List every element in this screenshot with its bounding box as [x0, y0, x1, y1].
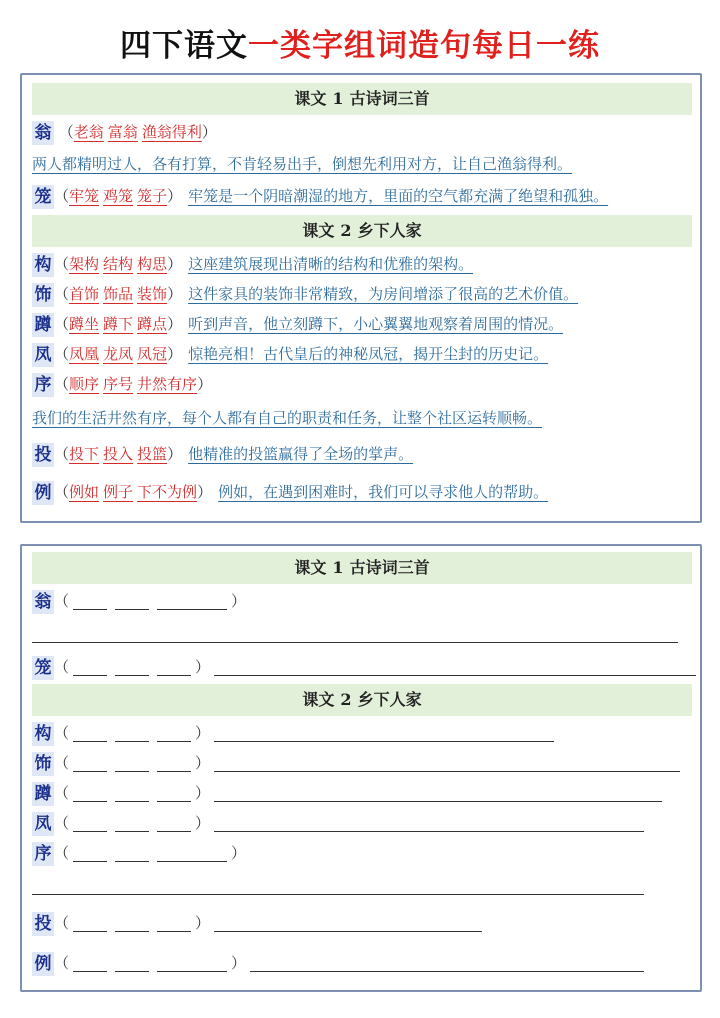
paren: ） — [167, 445, 183, 463]
lesson-header — [32, 215, 692, 247]
paren: ） — [167, 255, 183, 273]
entry-row — [32, 479, 696, 505]
word: 凤冠 — [137, 345, 168, 363]
paren: （ — [54, 658, 70, 676]
title-prefix: 四下语文 — [120, 28, 248, 64]
paren: ） — [201, 123, 217, 141]
paren: ） — [195, 754, 211, 772]
lesson-number: 1 — [332, 89, 344, 108]
paren: （ — [54, 914, 70, 932]
paren: ） — [231, 954, 247, 972]
entry-row — [32, 371, 696, 397]
char-box: 笼 — [32, 185, 54, 209]
word-blank[interactable] — [157, 957, 227, 972]
sentence-blank[interactable] — [32, 642, 678, 643]
char-box: 翁 — [32, 590, 54, 614]
paren: ） — [195, 784, 211, 802]
word: 蹲坐 — [69, 315, 100, 333]
paren: （ — [54, 187, 70, 205]
paren: （ — [54, 315, 70, 333]
paren: ） — [167, 285, 183, 303]
lesson-label: 课文 — [302, 221, 335, 240]
paren: （ — [54, 592, 70, 610]
word-blank[interactable] — [115, 661, 149, 676]
paren: （ — [54, 483, 70, 501]
word-blank[interactable] — [157, 917, 191, 932]
paren: ） — [167, 345, 183, 363]
paren: （ — [54, 814, 70, 832]
entry-row — [32, 183, 696, 209]
paren: （ — [54, 375, 70, 393]
lesson-number: 2 — [340, 221, 352, 240]
lesson-number: 1 — [332, 558, 344, 577]
sentence: 惊艳亮相！古代皇后的神秘凤冠，揭开尘封的历史记。 — [188, 345, 549, 363]
char-box: 凤 — [32, 812, 54, 836]
word: 投篮 — [137, 445, 168, 463]
paren: ） — [167, 315, 183, 333]
paren: ） — [195, 724, 211, 742]
word-blank[interactable] — [157, 727, 191, 742]
word: 例子 — [103, 483, 134, 501]
char-box: 序 — [32, 373, 54, 397]
sentence-blank[interactable] — [214, 727, 554, 742]
sentence: 例如，在遇到困难时，我们可以寻求他人的帮助。 — [218, 483, 549, 501]
lesson-header — [32, 684, 692, 716]
word: 老翁 — [73, 123, 104, 141]
entry-row — [32, 341, 696, 367]
word: 序号 — [103, 375, 134, 393]
sentence-blank[interactable] — [214, 787, 662, 802]
lesson-number: 2 — [340, 690, 352, 709]
practice-row — [32, 950, 696, 976]
paren: ） — [195, 814, 211, 832]
word-blank[interactable] — [115, 957, 149, 972]
char-box: 投 — [32, 443, 54, 467]
word: 凤凰 — [69, 345, 100, 363]
word-blank[interactable] — [115, 595, 149, 610]
sentence-blank[interactable] — [32, 894, 644, 895]
word-blank[interactable] — [73, 817, 107, 832]
lesson-name: 乡下人家 — [357, 221, 422, 240]
paren: （ — [54, 724, 70, 742]
paren: （ — [54, 844, 70, 862]
word: 龙凤 — [103, 345, 134, 363]
word-blank[interactable] — [115, 757, 149, 772]
word-blank[interactable] — [73, 787, 107, 802]
entry-row — [32, 251, 696, 277]
word-blank[interactable] — [157, 757, 191, 772]
paren: ） — [195, 658, 211, 676]
char-box: 凤 — [32, 343, 54, 367]
sentence: 这座建筑展现出清晰的结构和优雅的架构。 — [188, 255, 474, 273]
entry-row — [32, 119, 696, 145]
word: 牢笼 — [69, 187, 100, 205]
lesson-header — [32, 83, 692, 115]
answer-panel — [20, 73, 702, 523]
char-box: 翁 — [32, 121, 54, 145]
word-blank[interactable] — [157, 595, 227, 610]
sentence-blank[interactable] — [214, 661, 696, 676]
practice-panel — [20, 544, 702, 992]
char-box: 笼 — [32, 656, 54, 680]
practice-row — [32, 780, 696, 806]
sentence: 他精准的投篮赢得了全场的掌声。 — [188, 445, 414, 463]
word: 富翁 — [107, 123, 138, 141]
char-box: 饰 — [32, 752, 54, 776]
word: 井然有序 — [137, 375, 198, 393]
sentence-blank[interactable] — [214, 817, 644, 832]
paren: ） — [231, 592, 247, 610]
word-blank[interactable] — [73, 757, 107, 772]
practice-row — [32, 720, 696, 746]
sentence: 听到声音，他立刻蹲下，小心翼翼地观察着周围的情况。 — [188, 315, 564, 333]
word: 蹲点 — [137, 315, 168, 333]
entry-row — [32, 311, 696, 337]
word-blank[interactable] — [73, 847, 107, 862]
sentence-blank[interactable] — [250, 957, 644, 972]
word-blank[interactable] — [157, 661, 191, 676]
word-blank[interactable] — [157, 787, 191, 802]
char-box: 投 — [32, 912, 54, 936]
word: 架构 — [69, 255, 100, 273]
char-box: 序 — [32, 842, 54, 866]
char-box: 例 — [32, 481, 54, 505]
word: 蹲下 — [103, 315, 134, 333]
sentence-blank[interactable] — [214, 757, 680, 772]
char-box: 构 — [32, 253, 54, 277]
sentence: 这件家具的装饰非常精致，为房间增添了很高的艺术价值。 — [188, 285, 579, 303]
word-blank[interactable] — [115, 917, 149, 932]
lesson-label: 课文 — [294, 89, 327, 108]
word: 例如 — [69, 483, 100, 501]
word: 笼子 — [137, 187, 168, 205]
char-box: 例 — [32, 952, 54, 976]
practice-row — [32, 654, 696, 680]
practice-row — [32, 750, 696, 776]
sentence: 我们的生活井然有序，每个人都有自己的职责和任务，让整个社区运转顺畅。 — [32, 409, 543, 427]
word-blank[interactable] — [157, 847, 227, 862]
word: 饰品 — [103, 285, 134, 303]
word-blank[interactable] — [115, 727, 149, 742]
word-blank[interactable] — [115, 847, 149, 862]
word-blank[interactable] — [115, 817, 149, 832]
word-blank[interactable] — [73, 661, 107, 676]
paren: （ — [58, 123, 74, 141]
paren: （ — [54, 255, 70, 273]
practice-row — [32, 810, 696, 836]
word: 首饰 — [69, 285, 100, 303]
lesson-label: 课文 — [294, 558, 327, 577]
char-box: 蹲 — [32, 782, 54, 806]
sentence: 两人都精明过人，各有打算，不肯轻易出手，倒想先利用对方，让自己渔翁得利。 — [32, 155, 573, 173]
sentence-blank[interactable] — [214, 917, 482, 932]
char-box: 构 — [32, 722, 54, 746]
practice-row — [32, 588, 696, 614]
paren: （ — [54, 784, 70, 802]
word: 渔翁得利 — [141, 123, 202, 141]
word: 投下 — [69, 445, 100, 463]
paren: （ — [54, 754, 70, 772]
word-blank[interactable] — [115, 787, 149, 802]
word: 构思 — [137, 255, 168, 273]
paren: （ — [54, 345, 70, 363]
paren: ） — [197, 483, 213, 501]
paren: ） — [167, 187, 183, 205]
word: 顺序 — [69, 375, 100, 393]
title-highlight: 一类字组词造句每日一练 — [248, 28, 600, 64]
word: 投入 — [103, 445, 134, 463]
word-blank[interactable] — [73, 727, 107, 742]
paren: ） — [195, 914, 211, 932]
word: 下不为例 — [137, 483, 198, 501]
entry-row — [32, 441, 696, 467]
paren: （ — [54, 285, 70, 303]
lesson-label: 课文 — [302, 690, 335, 709]
practice-row — [32, 910, 696, 936]
paren: ） — [197, 375, 213, 393]
word-blank[interactable] — [73, 595, 107, 610]
practice-row — [32, 840, 696, 866]
page-title — [0, 26, 720, 66]
char-box: 饰 — [32, 283, 54, 307]
char-box: 蹲 — [32, 313, 54, 337]
word-blank[interactable] — [157, 817, 191, 832]
lesson-header — [32, 552, 692, 584]
word: 装饰 — [137, 285, 168, 303]
sentence: 牢笼是一个阴暗潮湿的地方，里面的空气都充满了绝望和孤独。 — [188, 187, 609, 205]
paren: ） — [231, 844, 247, 862]
word-blank[interactable] — [73, 917, 107, 932]
word-blank[interactable] — [73, 957, 107, 972]
lesson-name: 古诗词三首 — [349, 89, 430, 108]
word: 结构 — [103, 255, 134, 273]
entry-row — [32, 281, 696, 307]
word: 鸡笼 — [103, 187, 134, 205]
lesson-name: 乡下人家 — [357, 690, 422, 709]
lesson-name: 古诗词三首 — [349, 558, 430, 577]
paren: （ — [54, 445, 70, 463]
paren: （ — [54, 954, 70, 972]
